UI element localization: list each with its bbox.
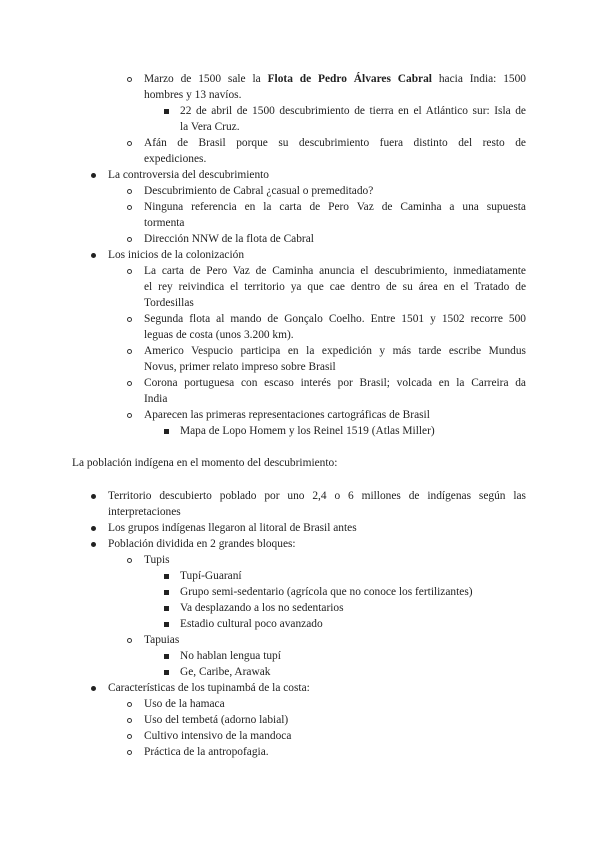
list-item: 22 de abril de 1500 descubrimiento de tierra en el Atlántico sur: Isla de <box>180 105 526 117</box>
list-item <box>144 71 526 87</box>
square-bullet-icon <box>164 654 169 659</box>
list-item: Dirección NNW de la flota de Cabral <box>144 233 314 245</box>
list-item: Los grupos indígenas llegaron al litoral de Brasil antes <box>108 522 357 534</box>
list-item-continuation: leguas de costa (unos 3.200 km). <box>144 329 294 341</box>
list-item: Tupis <box>144 554 170 566</box>
square-bullet-icon <box>164 574 169 579</box>
list-item-continuation: Novus, primer relato impreso sobre Brasil <box>144 361 336 373</box>
list-item-continuation: la Vera Cruz. <box>180 121 240 133</box>
list-item: Mapa de Lopo Homem y los Reinel 1519 (Atlas Miller) <box>180 425 435 437</box>
section-title: Los inicios de la colonización <box>108 249 245 261</box>
square-bullet-icon <box>164 622 169 627</box>
list-item: Ninguna referencia en la carta de Pero Vaz de Caminha a una supuesta <box>144 201 526 213</box>
list-item: Afán de Brasil porque su descubrimiento fuera distinto del resto de <box>144 137 526 149</box>
circle-bullet-icon <box>127 638 132 643</box>
list-item: La carta de Pero Vaz de Caminha anuncia el descubrimiento, inmediatamente <box>144 265 526 277</box>
square-bullet-icon <box>164 429 169 434</box>
square-bullet-icon <box>164 590 169 595</box>
list-item: Tapuias <box>144 634 180 646</box>
list-item: Cultivo intensivo de la mandoca <box>144 730 292 742</box>
list-item: Tupí-Guaraní <box>180 570 242 582</box>
list-item: Grupo semi-sedentario (agrícola que no conoce los fertilizantes) <box>180 586 473 598</box>
circle-bullet-icon <box>127 702 132 707</box>
list-item: Características de los tupinambá de la costa: <box>108 682 310 694</box>
square-bullet-icon <box>164 670 169 675</box>
circle-bullet-icon <box>127 718 132 723</box>
disc-bullet-icon <box>91 173 96 178</box>
disc-bullet-icon <box>91 542 96 547</box>
circle-bullet-icon <box>127 77 132 82</box>
list-item: No hablan lengua tupí <box>180 650 281 662</box>
circle-bullet-icon <box>127 237 132 242</box>
paragraph-heading: La población indígena en el momento del descubrimiento: <box>72 457 338 469</box>
list-item: Práctica de la antropofagia. <box>144 746 269 758</box>
list-item-continuation: India <box>144 393 168 405</box>
list-item: Aparecen las primeras representaciones cartográficas de Brasil <box>144 409 430 421</box>
circle-bullet-icon <box>127 558 132 563</box>
list-item: Va desplazando a los no sedentarios <box>180 602 344 614</box>
list-item: Corona portuguesa con escaso interés por Brasil; volcada en la Carreira da <box>144 377 526 389</box>
list-item-continuation: hombres y 13 navíos. <box>144 89 242 101</box>
list-item: Territorio descubierto poblado por uno 2,4 o 6 millones de indígenas según las <box>108 490 526 502</box>
list-item: Estadio cultural poco avanzado <box>180 618 323 630</box>
list-item-continuation: interpretaciones <box>108 506 181 518</box>
item-text: Marzo de 1500 sale la <box>144 73 268 85</box>
list-item-continuation: Tordesillas <box>144 297 194 309</box>
section-title: La controversia del descubrimiento <box>108 169 269 181</box>
square-bullet-icon <box>164 109 169 114</box>
circle-bullet-icon <box>127 141 132 146</box>
list-item: Segunda flota al mando de Gonçalo Coelho. Entre 1501 y 1502 recorre 500 <box>144 313 526 325</box>
disc-bullet-icon <box>91 253 96 258</box>
circle-bullet-icon <box>127 381 132 386</box>
list-item-continuation: tormenta <box>144 217 185 229</box>
circle-bullet-icon <box>127 413 132 418</box>
circle-bullet-icon <box>127 317 132 322</box>
circle-bullet-icon <box>127 750 132 755</box>
list-item: Uso de la hamaca <box>144 698 225 710</box>
list-item-continuation: expediciones. <box>144 153 207 165</box>
circle-bullet-icon <box>127 269 132 274</box>
list-item: Americo Vespucio participa en la expedición y más tarde escribe Mundus <box>144 345 526 357</box>
item-text: hacia India: 1500 <box>431 73 526 85</box>
list-item: Población dividida en 2 grandes bloques: <box>108 538 296 550</box>
circle-bullet-icon <box>127 734 132 739</box>
circle-bullet-icon <box>127 189 132 194</box>
list-item: Descubrimiento de Cabral ¿casual o premeditado? <box>144 185 374 197</box>
list-item: Uso del tembetá (adorno labial) <box>144 714 289 726</box>
disc-bullet-icon <box>91 526 96 531</box>
disc-bullet-icon <box>91 686 96 691</box>
disc-bullet-icon <box>91 494 96 499</box>
bold-text: Flota de Pedro Álvares Cabral <box>267 73 432 85</box>
list-item: Ge, Caribe, Arawak <box>180 666 271 678</box>
list-item-continuation: el rey reivindica el territorio ya que cae dentro de su área en el Tratado de <box>144 281 526 293</box>
circle-bullet-icon <box>127 205 132 210</box>
circle-bullet-icon <box>127 349 132 354</box>
square-bullet-icon <box>164 606 169 611</box>
